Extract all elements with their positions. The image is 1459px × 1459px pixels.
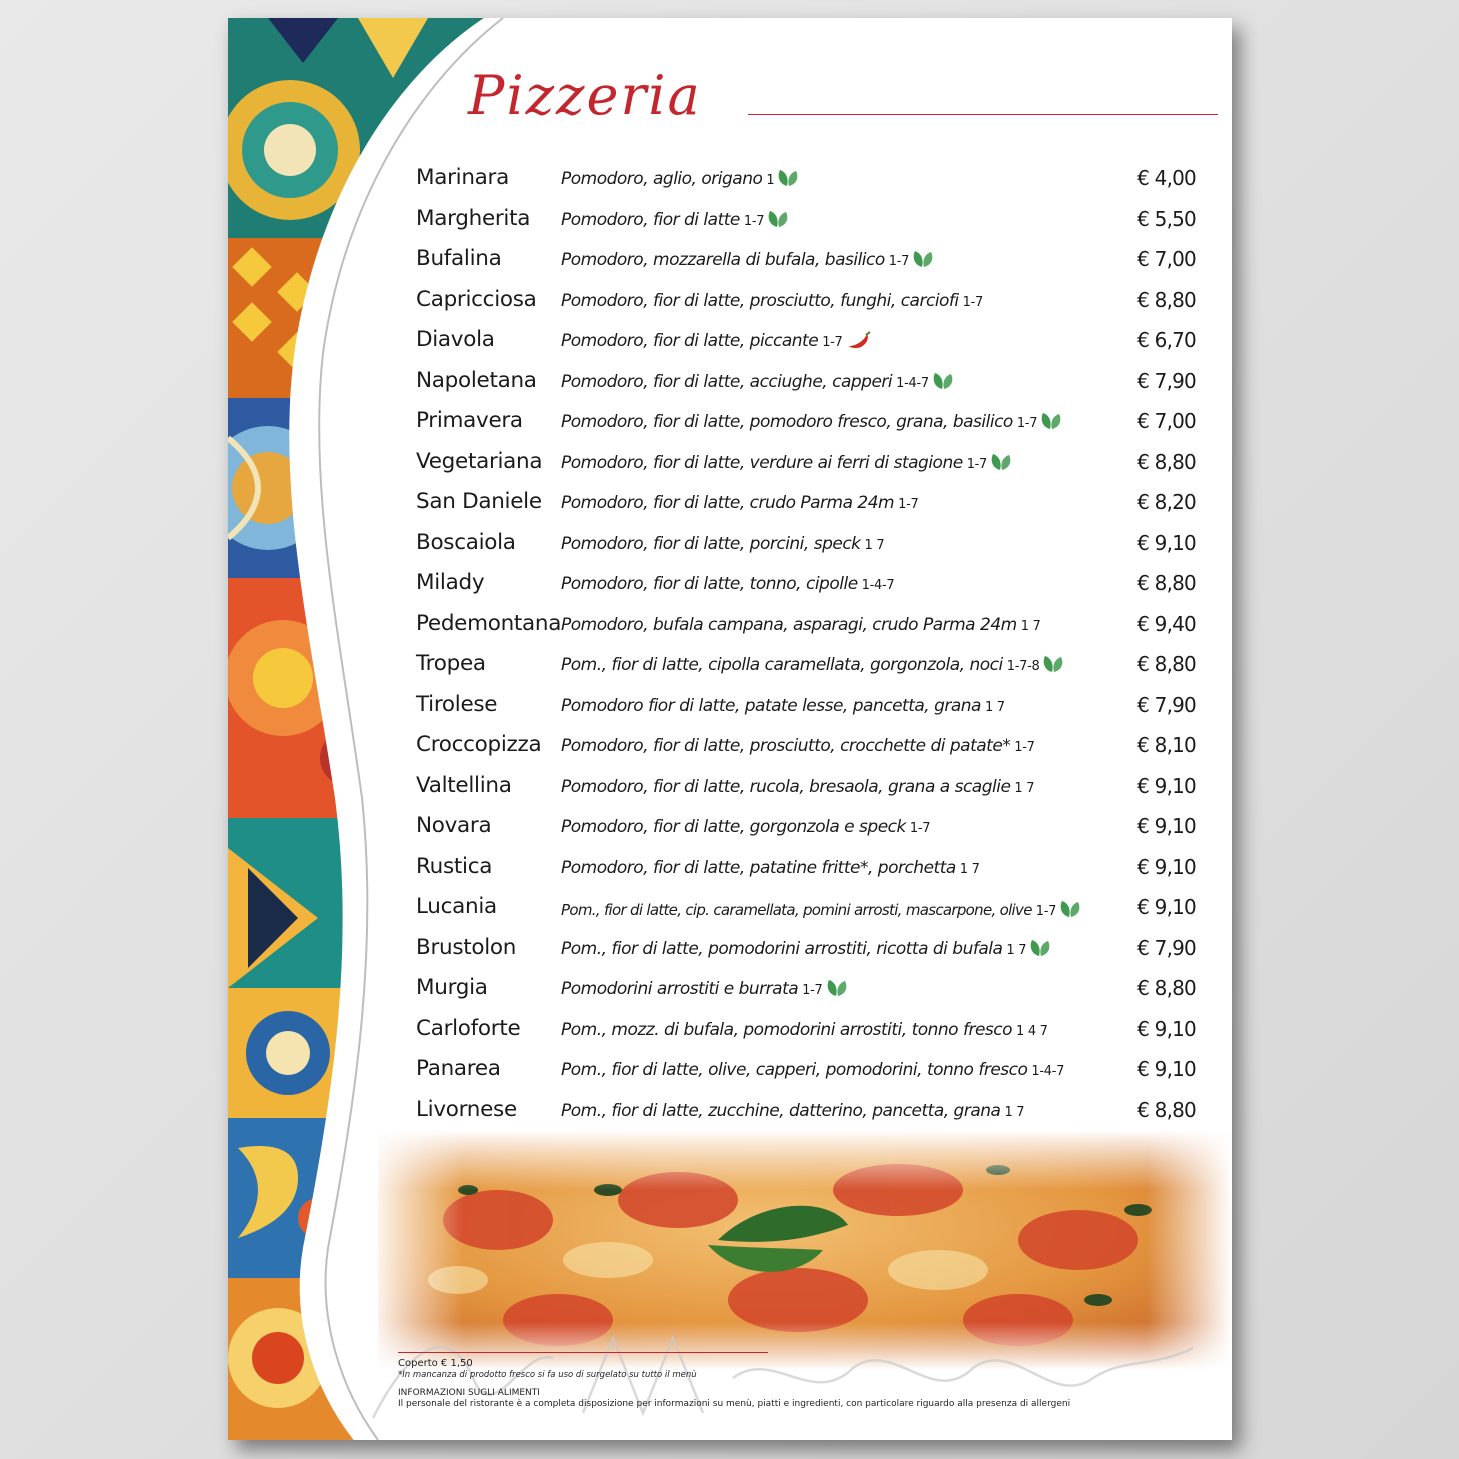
pizza-description xyxy=(561,210,1116,230)
allergen-codes: 1 7 xyxy=(984,699,1005,715)
pizza-ingredients: Pomodoro, mozzarella di bufala, basilico xyxy=(561,250,885,270)
pizza-name: Vegetariana xyxy=(416,448,543,474)
leaf-icon xyxy=(767,210,789,228)
pizza-ingredients: Pomodoro, fior di latte, porcini, speck xyxy=(561,533,861,554)
allergen-codes: 1-7 xyxy=(1014,740,1035,755)
pizza-ingredients: Pom., fior di latte, olive, capperi, pomodorini, tonno fresco xyxy=(561,1060,1028,1080)
pizza-name: Carloforte xyxy=(416,1015,521,1041)
pizza-price: € 8,10 xyxy=(1137,733,1196,757)
pizza-description xyxy=(561,493,1116,513)
allergen-codes: 1-7 xyxy=(909,821,931,836)
pizza-name: Primavera xyxy=(416,408,523,433)
pizza-name: Brustolon xyxy=(416,934,517,960)
allergen-codes: 1 7 xyxy=(1014,780,1035,796)
pizza-description xyxy=(561,777,1116,797)
menu-item xyxy=(416,890,1196,931)
pizza-price: € 8,80 xyxy=(1137,976,1196,1000)
allergen-codes: 1 7 xyxy=(1004,1104,1025,1120)
title-underline xyxy=(748,114,1218,115)
allergen-codes: 1 xyxy=(766,173,775,188)
menu-item xyxy=(416,242,1196,283)
menu-item xyxy=(416,323,1196,364)
allergen-codes: 1 7 xyxy=(864,537,885,553)
pizza-description xyxy=(561,250,1116,270)
footer-rule xyxy=(398,1352,768,1353)
pizza-price: € 9,10 xyxy=(1137,814,1196,838)
leaf-icon xyxy=(777,169,799,187)
pizza-description xyxy=(561,1060,1116,1080)
menu-item xyxy=(416,202,1196,243)
pizza-ingredients: Pom., fior di latte, pomodorini arrostiti, ricotta di bufala xyxy=(561,938,1003,959)
pizza-price: € 9,10 xyxy=(1137,530,1196,555)
pizza-name: Capricciosa xyxy=(416,286,537,312)
pizza-description xyxy=(561,900,1116,919)
pizza-price: € 7,90 xyxy=(1137,692,1196,717)
pizza-name: Napoletana xyxy=(416,367,537,393)
pizza-name: Pedemontana xyxy=(416,610,562,636)
menu-item xyxy=(416,931,1196,972)
footer-notes xyxy=(398,1358,1218,1409)
pizza-name: Tropea xyxy=(416,651,486,676)
leaf-icon xyxy=(1029,939,1051,957)
leaf-icon xyxy=(1040,412,1062,430)
pizza-description xyxy=(561,615,1116,635)
menu-item xyxy=(416,688,1196,729)
pizza-description xyxy=(561,696,1116,716)
pizza-ingredients: Pom., mozz. di bufala, pomodorini arrostiti, tonno fresco xyxy=(561,1019,1013,1040)
pizza-name: Croccopizza xyxy=(416,732,542,757)
menu-item xyxy=(416,566,1196,607)
pizza-description xyxy=(561,655,1116,675)
allergen-codes: 1-7 xyxy=(743,213,765,229)
menu-item xyxy=(416,769,1196,810)
allergen-codes: 1-7 xyxy=(962,294,983,310)
pizza-description xyxy=(561,1020,1116,1040)
menu-item xyxy=(416,971,1196,1012)
pizza-name: Panarea xyxy=(416,1056,501,1081)
pizza-price: € 9,10 xyxy=(1137,1057,1196,1081)
pizza-description xyxy=(561,1101,1116,1121)
pizza-price: € 9,10 xyxy=(1137,895,1196,919)
pizza-description xyxy=(561,574,1116,594)
menu-item xyxy=(416,445,1196,486)
pizza-name: Lucania xyxy=(416,894,497,919)
pizza-price: € 7,90 xyxy=(1137,368,1196,393)
pizza-description xyxy=(561,979,1116,999)
pizza-price: € 7,90 xyxy=(1137,935,1196,960)
pizza-price: € 8,80 xyxy=(1137,449,1196,474)
pizza-description xyxy=(561,939,1116,959)
leaf-icon xyxy=(932,372,954,390)
menu-item xyxy=(416,809,1196,850)
pizza-description xyxy=(561,412,1116,432)
pizza-name: Margherita xyxy=(416,205,531,231)
pizza-price: € 9,10 xyxy=(1137,1016,1196,1041)
menu-item xyxy=(416,850,1196,891)
menu-item xyxy=(416,1052,1196,1093)
pizza-description xyxy=(561,453,1116,473)
pizza-price: € 8,80 xyxy=(1137,652,1196,676)
pizza-ingredients: Pom., fior di latte, zucchine, datterino, pancetta, grana xyxy=(561,1100,1001,1121)
pizza-ingredients: Pomodoro, fior di latte, tonno, cipolle xyxy=(561,574,858,594)
pizza-name: Boscaiola xyxy=(416,529,516,555)
allergen-codes: 1-7-8 xyxy=(1006,659,1040,674)
menu-item xyxy=(416,647,1196,688)
pizza-price: € 8,20 xyxy=(1137,490,1196,514)
pizza-name: Murgia xyxy=(416,975,488,1000)
menu-item xyxy=(416,607,1196,648)
pizza-name: Valtellina xyxy=(416,772,512,798)
pizza-price: € 9,10 xyxy=(1137,854,1196,879)
pizza-ingredients: Pomodoro, fior di latte, rucola, bresaola, grana a scaglie xyxy=(561,776,1011,797)
allergen-codes: 1-7 xyxy=(1016,416,1038,431)
menu-item xyxy=(416,364,1196,405)
food-info-title: INFORMAZIONI SUGLI ALIMENTI xyxy=(398,1388,540,1398)
pizza-description xyxy=(561,331,1116,351)
pizza-ingredients: Pomodorini arrostiti e burrata xyxy=(561,979,799,999)
pizza-description xyxy=(561,169,1116,189)
pizza-ingredients: Pomodoro, fior di latte, crudo Parma 24m xyxy=(561,493,895,513)
pizza-ingredients: Pomodoro, fior di latte, patatine fritte*, porchetta xyxy=(561,857,956,878)
pizza-description xyxy=(561,858,1116,878)
allergen-codes: 1 7 xyxy=(959,861,980,877)
pizza-ingredients: Pomodoro, fior di latte, prosciutto, funghi, carciofi xyxy=(561,290,959,311)
allergen-codes: 1 7 xyxy=(1006,942,1027,958)
allergen-codes: 1-7 xyxy=(888,254,910,269)
allergen-codes: 1-4-7 xyxy=(861,578,895,593)
leaf-icon xyxy=(1059,900,1081,918)
menu-item xyxy=(416,404,1196,445)
chili-pepper-icon xyxy=(846,331,872,349)
menu-item xyxy=(416,161,1196,202)
menu-item xyxy=(416,1093,1196,1134)
pizza-price: € 7,00 xyxy=(1137,409,1196,433)
allergen-codes: 1-7 xyxy=(802,983,823,998)
pizza-ingredients: Pomodoro, fior di latte, acciughe, capperi xyxy=(561,371,893,392)
menu-page xyxy=(228,18,1232,1440)
pizza-description xyxy=(561,372,1116,392)
pizza-menu-list xyxy=(416,161,1196,1133)
leaf-icon xyxy=(990,453,1012,471)
menu-item xyxy=(416,728,1196,769)
menu-item xyxy=(416,1012,1196,1053)
pizza-ingredients: Pom., fior di latte, cipolla caramellata, gorgonzola, noci xyxy=(561,655,1003,675)
allergen-codes: 1-4-7 xyxy=(1031,1064,1065,1079)
menu-item xyxy=(416,526,1196,567)
pizza-ingredients: Pomodoro, fior di latte, verdure ai ferri di stagione xyxy=(561,452,963,473)
allergen-codes: 1-7 xyxy=(822,335,843,350)
pizza-description xyxy=(561,817,1116,837)
pizza-price: € 7,00 xyxy=(1137,247,1196,271)
pizza-ingredients: Pomodoro, fior di latte, prosciutto, crocchette di patate* xyxy=(561,736,1011,756)
pizza-name: Rustica xyxy=(416,853,493,879)
cover-charge: Coperto € 1,50 xyxy=(398,1358,473,1369)
allergen-codes: 1-7 xyxy=(966,456,988,472)
leaf-icon xyxy=(1042,655,1064,673)
pizza-description xyxy=(561,291,1116,311)
pizza-name: Diavola xyxy=(416,327,495,352)
pizza-name: Bufalina xyxy=(416,246,502,271)
pizza-ingredients: Pomodoro, fior di latte, pomodoro fresco, grana, basilico xyxy=(561,412,1013,432)
pizza-ingredients: Pomodoro, aglio, origano xyxy=(561,169,763,189)
pizza-price: € 4,00 xyxy=(1137,166,1196,190)
pizza-name: Tirolese xyxy=(416,691,498,717)
menu-item xyxy=(416,283,1196,324)
pizza-name: San Daniele xyxy=(416,489,542,514)
leaf-icon xyxy=(912,250,934,268)
frozen-note: *In mancanza di prodotto fresco si fa uso di surgelato su tutto il menù xyxy=(398,1370,697,1380)
leaf-icon xyxy=(826,979,848,997)
pizza-name: Marinara xyxy=(416,165,509,190)
pizza-price: € 8,80 xyxy=(1137,287,1196,312)
pizza-description xyxy=(561,736,1116,756)
allergen-codes: 1-7 xyxy=(898,497,919,512)
pizza-name: Milady xyxy=(416,570,485,595)
pizza-ingredients: Pomodoro, fior di latte xyxy=(561,209,740,230)
allergen-codes: 1 4 7 xyxy=(1016,1023,1048,1039)
pizza-price: € 8,80 xyxy=(1137,571,1196,595)
pizza-price: € 5,50 xyxy=(1137,206,1196,231)
pizza-price: € 8,80 xyxy=(1137,1097,1196,1122)
pizza-description xyxy=(561,534,1116,554)
allergen-codes: 1-4-7 xyxy=(896,375,929,391)
pizza-name: Livornese xyxy=(416,1096,517,1122)
pizza-price: € 9,40 xyxy=(1137,611,1196,636)
allergen-codes: 1-7 xyxy=(1035,904,1057,919)
pizza-ingredients: Pomodoro, bufala campana, asparagi, crudo Parma 24m xyxy=(561,614,1017,635)
pizza-ingredients: Pom., fior di latte, cip. caramellata, pomini arrosti, mascarpone, olive xyxy=(561,901,1032,919)
menu-item xyxy=(416,485,1196,526)
pizza-ingredients: Pomodoro fior di latte, patate lesse, pancetta, grana xyxy=(561,695,981,716)
food-info-text: Il personale del ristorante è a completa disposizione per informazioni su menù, piatti e ingredienti, con particolare riguardo alla presenza di allergeni xyxy=(398,1399,1071,1409)
pizza-price: € 6,70 xyxy=(1137,328,1196,352)
page-title: Pizzeria xyxy=(468,64,702,127)
allergen-codes: 1 7 xyxy=(1020,618,1041,634)
pizza-ingredients: Pomodoro, fior di latte, piccante xyxy=(561,331,819,351)
pizza-price: € 9,10 xyxy=(1137,773,1196,798)
pizza-ingredients: Pomodoro, fior di latte, gorgonzola e speck xyxy=(561,817,906,837)
pizza-name: Novara xyxy=(416,813,492,838)
